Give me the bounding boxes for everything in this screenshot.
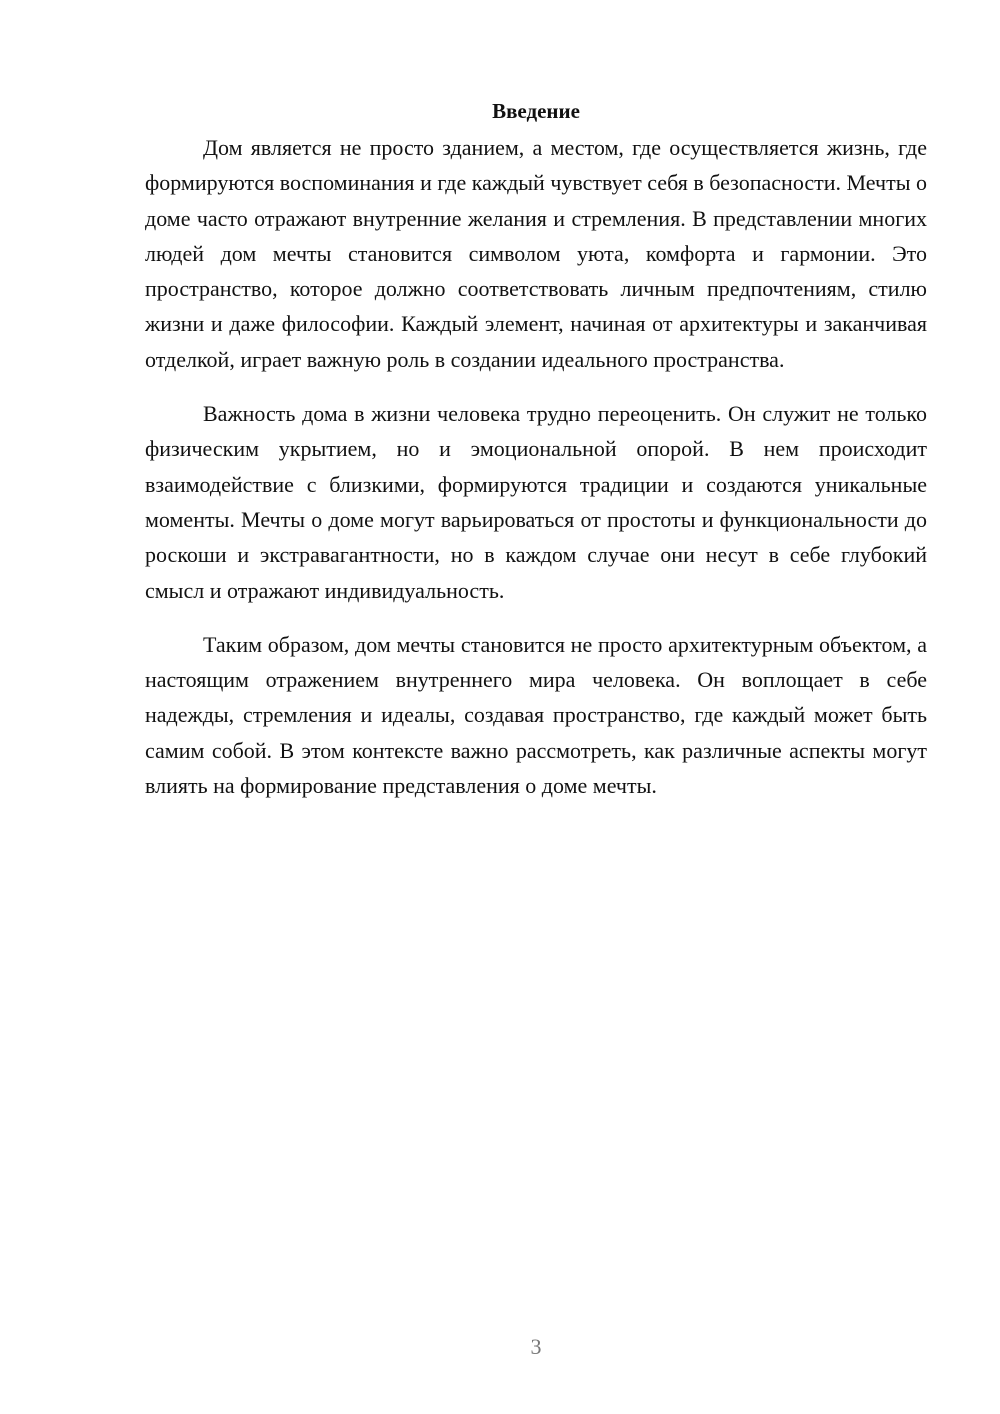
paragraph-3: Таким образом, дом мечты становится не просто архитектурным объектом, а настоящим отражением внутреннего мира человека. Он воплощает в себе надежды, стремления и идеалы, создавая пространство, где каждый может быть самим собой. В этом контексте важно рассмотреть, как различные аспекты могут влиять на формирование представления о доме мечты. <box>145 631 927 799</box>
page-number: 3 <box>530 1334 542 1359</box>
document-body <box>145 96 927 822</box>
paragraph-1: Дом является не просто зданием, а местом, где осуществляется жизнь, где формируются воспоминания и где каждый чувствует себя в безопасности. Мечты о доме часто отражают внутренние желания и стремления. В представлении многих людей дом мечты становится символом уюта, комфорта и гармонии. Это пространство, которое должно соответствовать личным предпочтениям, стилю жизни и даже философии. Каждый элемент, начиная от архитектуры и заканчивая отделкой, играет важную роль в создании идеального пространства. <box>145 135 927 372</box>
paragraph-2: Важность дома в жизни человека трудно переоценить. Он служит не только физическим укрытием, но и эмоциональной опорой. В нем происходит взаимодействие с близкими, формируются традиции и создаются уникальные моменты. Мечты о доме могут варьироваться от простоты и функциональности до роскоши и экстравагантности, но в каждом случае они несут в себе глубокий смысл и отражают индивидуальность. <box>145 401 927 603</box>
section-heading: Введение <box>492 99 580 123</box>
